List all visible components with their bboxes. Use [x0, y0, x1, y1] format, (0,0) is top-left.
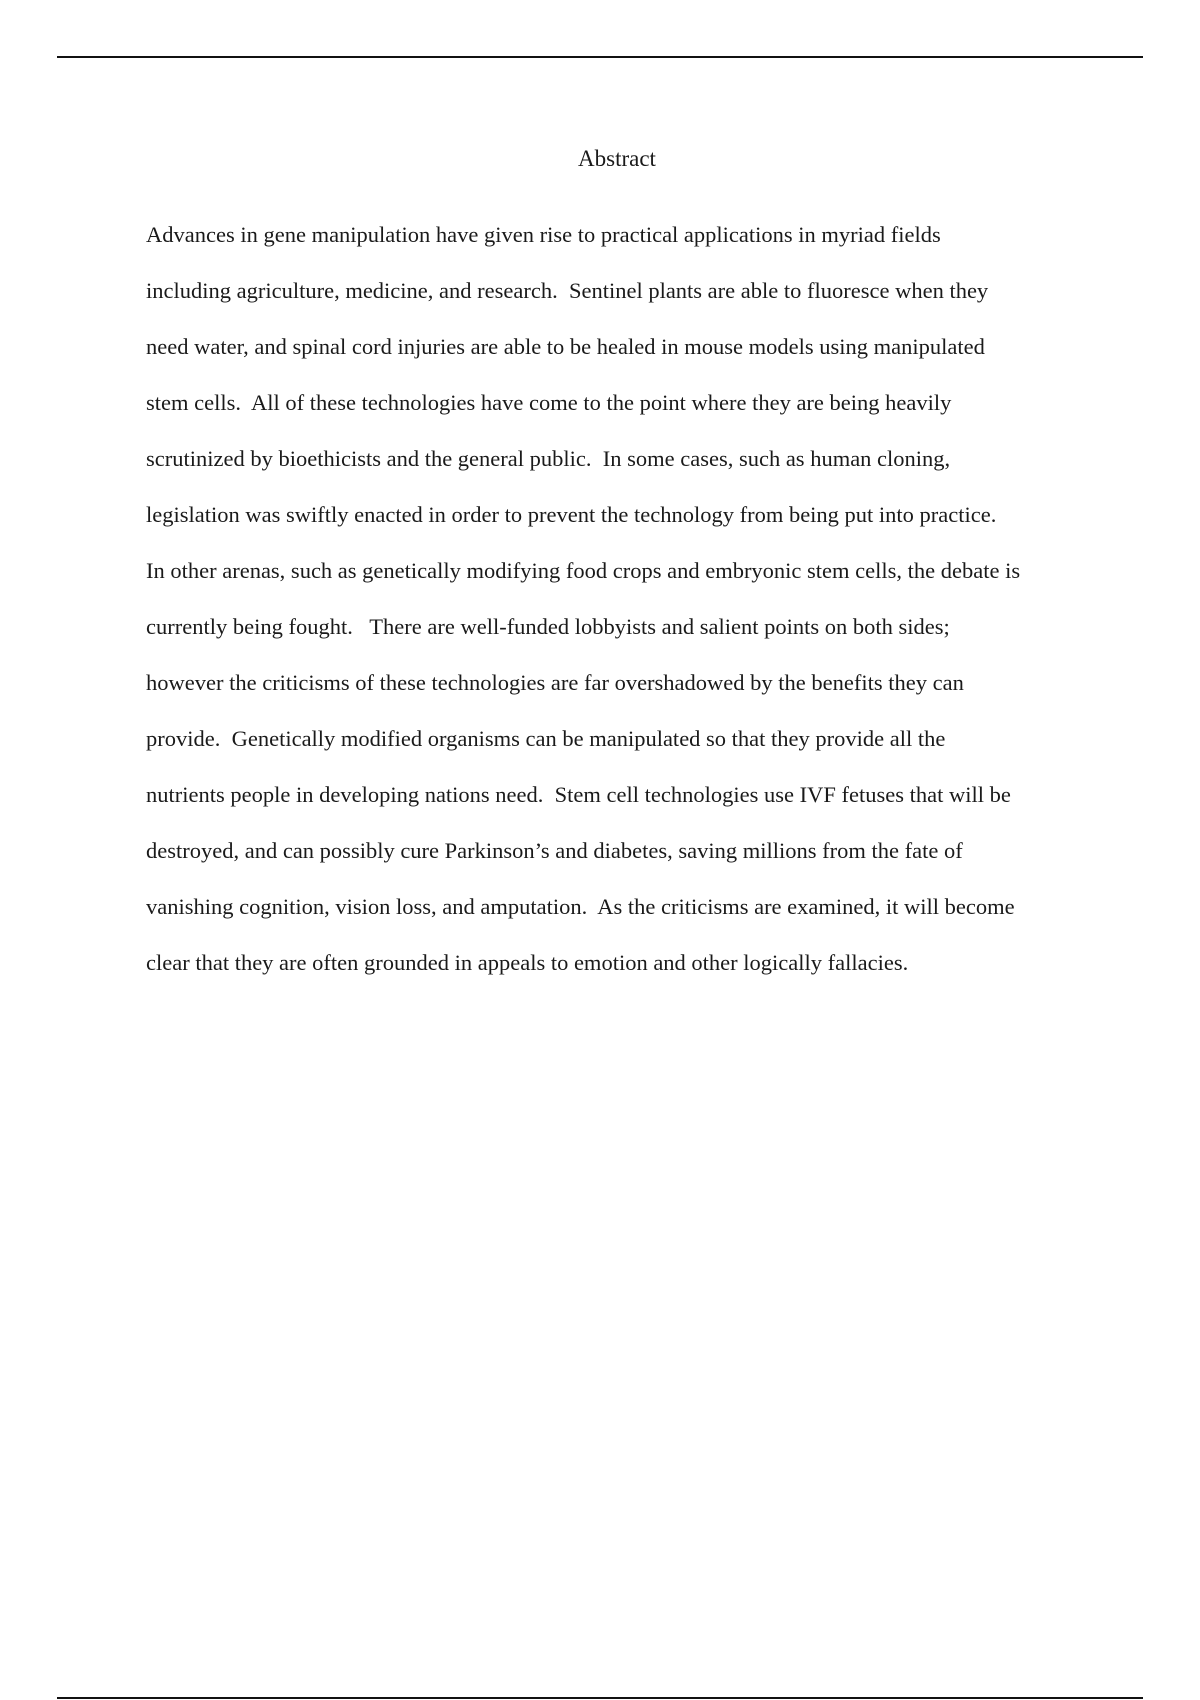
body-line: however the criticisms of these technologies are far overshadowed by the benefits they can	[146, 670, 964, 695]
body-line: nutrients people in developing nations need. Stem cell technologies use IVF fetuses that will be	[146, 782, 1011, 807]
body-line: currently being fought. There are well-funded lobbyists and salient points on both sides;	[146, 614, 950, 639]
body-line: clear that they are often grounded in appeals to emotion and other logically fallacies.	[146, 950, 909, 975]
page-title: Abstract	[578, 146, 656, 171]
footer-rule	[57, 1697, 1143, 1699]
body-line: including agriculture, medicine, and research. Sentinel plants are able to fluoresce when they	[146, 278, 989, 303]
body-line: scrutinized by bioethicists and the general public. In some cases, such as human cloning,	[146, 446, 951, 471]
body-line: In other arenas, such as genetically modifying food crops and embryonic stem cells, the debate is	[146, 558, 1021, 583]
body-line: destroyed, and can possibly cure Parkinson’s and diabetes, saving millions from the fate of	[146, 838, 963, 863]
body-line: Advances in gene manipulation have given rise to practical applications in myriad fields	[146, 222, 941, 247]
abstract-body	[146, 220, 1156, 1004]
body-line: legislation was swiftly enacted in order to prevent the technology from being put into practice.	[146, 502, 997, 527]
body-line: vanishing cognition, vision loss, and amputation. As the criticisms are examined, it will become	[146, 894, 1015, 919]
body-line: provide. Genetically modified organisms can be manipulated so that they provide all the	[146, 726, 946, 751]
header-rule	[57, 56, 1143, 58]
body-line: stem cells. All of these technologies have come to the point where they are being heavily	[146, 390, 952, 415]
body-line: need water, and spinal cord injuries are able to be healed in mouse models using manipulated	[146, 334, 985, 359]
